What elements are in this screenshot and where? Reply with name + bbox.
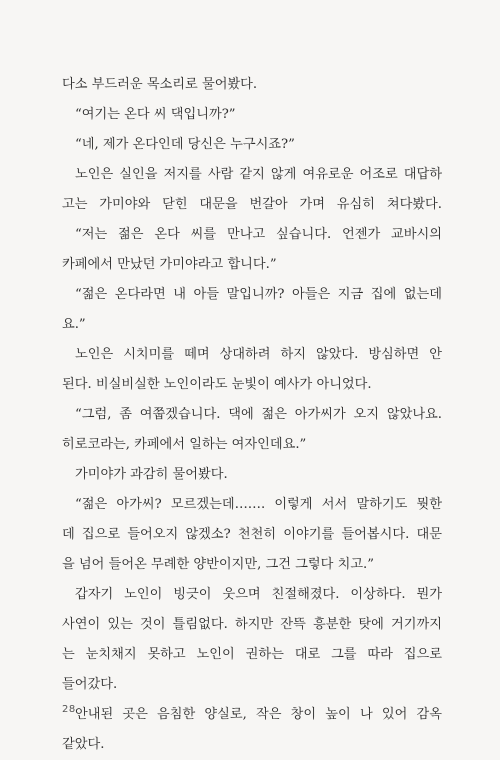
- text-line: 된다. 비실비실한 노인이라도 눈빛이 예사가 아니었다.: [62, 377, 372, 392]
- text-line: 고는 가미야와 닫힌 대문을 번갈아 가며 유심히 쳐다봤다.: [62, 197, 442, 212]
- text-line: “그럼, 좀 여쭙겠습니다. 댁에 젊은 아가씨가 오지 않았나요.: [75, 407, 442, 422]
- text-line: “네, 제가 온다인데 당신은 누구시죠?”: [75, 137, 295, 152]
- text-line: 안내된 곳은 음침한 양실로, 작은 창이 높이 나 있어 감옥: [75, 707, 442, 722]
- text-line: 카페에서 만났던 가미야라고 합니다.”: [62, 257, 277, 272]
- text-line: 요.”: [62, 317, 86, 332]
- text-line: 히로코라는, 카페에서 일하는 여자인데요.”: [62, 437, 307, 452]
- text-line: 가미야가 과감히 물어봤다.: [75, 467, 228, 482]
- text-line: 사연이 있는 것이 틀림없다. 하지만 잔뜩 흥분한 탓에 거기까지: [62, 617, 442, 632]
- text-line: 들어갔다.: [62, 677, 118, 692]
- text-line: 는 눈치채지 못하고 노인이 권하는 대로 그를 따라 집으로: [62, 647, 442, 662]
- text-line: “젊은 아가씨? 모르겠는데……. 이렇게 서서 말하기도 뭣한: [75, 497, 442, 512]
- text-line: “여기는 온다 씨 댁입니까?”: [75, 107, 236, 122]
- text-line: 을 넘어 들어온 무례한 양반이지만, 그건 그렇다 치고.”: [62, 557, 374, 572]
- text-line: 다소 부드러운 목소리로 물어봤다.: [62, 77, 258, 92]
- text-line: 갑자기 노인이 빙긋이 웃으며 친절해졌다. 이상하다. 뭔가: [75, 587, 442, 602]
- page-number: 28: [62, 704, 76, 715]
- text-line: “저는 젊은 온다 씨를 만나고 싶습니다. 언젠가 교바시의: [75, 227, 442, 242]
- text-line: 데 집으로 들어오지 않겠소? 천천히 이야기를 들어봅시다. 대문: [62, 527, 442, 542]
- text-line: 노인은 시치미를 떼며 상대하려 하지 않았다. 방심하면 안: [75, 347, 442, 362]
- text-line: 노인은 실인을 저지를 사람 같지 않게 여유로운 어조로 대답하: [75, 167, 442, 182]
- body-text: [62, 70, 442, 760]
- text-line: 같았다.: [62, 737, 105, 752]
- text-line: “젊은 온다라면 내 아들 말입니까? 아들은 지금 집에 없는데: [75, 287, 442, 302]
